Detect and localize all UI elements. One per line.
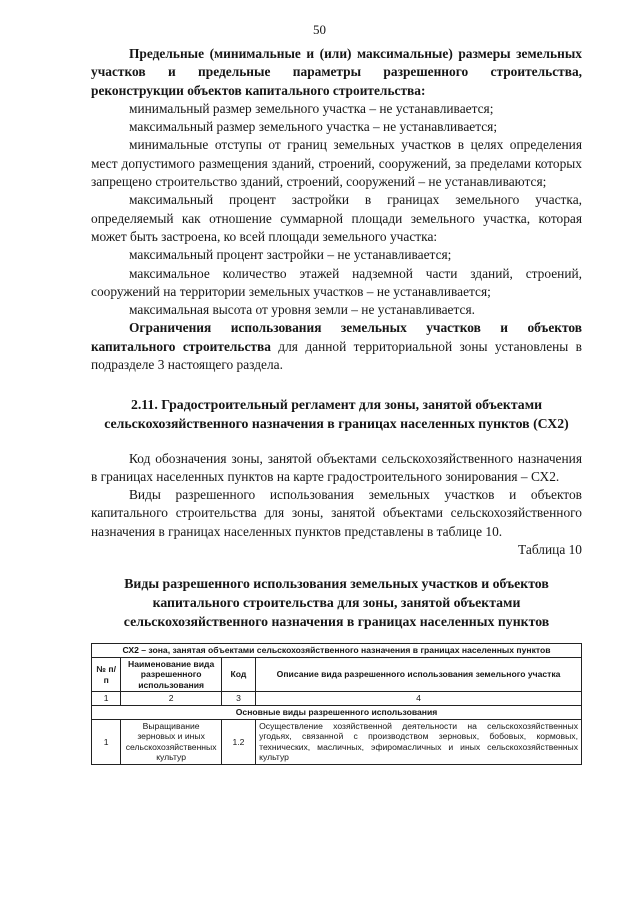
header-num: № п/п bbox=[92, 657, 121, 692]
header-name: Наименование вида разрешенного использования bbox=[121, 657, 221, 692]
section-title: 2.11. Градостроительный регламент для зоны, занятой объектами сельскохозяйственного назначения в границах населенных пунктов (СХ2) bbox=[104, 397, 569, 431]
limit-item: минимальный размер земельного участка – не устанавливается; bbox=[129, 100, 494, 116]
limits-heading: Предельные (минимальные и (или) максимальные) размеры земельных участков и предельные параметры разрешенного строительства, реконструкции объектов капитального строительства: bbox=[91, 46, 582, 98]
limit-item: максимальный процент застройки в границах земельного участка, определяемый как отношение суммарной площади земельного участка, которая может быть застроена, ко всей площади земельного участка: bbox=[91, 192, 582, 244]
table-row bbox=[92, 719, 582, 764]
restrictions-rest: для данной территориальной зоны установлены в подразделе 3 настоящего раздела. bbox=[91, 338, 582, 373]
limit-item: максимальный размер земельного участка – не устанавливается; bbox=[129, 119, 498, 135]
zone-row: СХ2 – зона, занятая объектами сельскохозяйственного назначения в границах населенных пунктов bbox=[92, 644, 582, 658]
restrictions-paragraph bbox=[91, 319, 582, 374]
row-code: 1.2 bbox=[221, 719, 255, 764]
row-desc: Осуществление хозяйственной деятельности на сельскохозяйственных угодьях, связанной с производством зерновых, бобовых, кормовых, технических, масличных, эфиромасличных и иных сельскохозяйственных культур bbox=[256, 719, 582, 764]
restrictions-bold: Ограничения использования земельных участков и объектов капитального строительства bbox=[91, 320, 582, 354]
column-number: 4 bbox=[256, 692, 582, 706]
table-reference: Таблица 10 bbox=[518, 542, 582, 558]
section-paragraph: Виды разрешенного использования земельных участков и объектов капитального строительства для зоны, занятой объектами сельскохозяйственного назначения в границах населенных пунктов представлены в таблице 10. bbox=[91, 487, 582, 539]
limit-item: максимальная высота от уровня земли – не устанавливается. bbox=[129, 302, 475, 318]
column-number: 1 bbox=[92, 692, 121, 706]
limit-item: максимальное количество этажей надземной части зданий, строений, сооружений на территории земельных участков – не устанавливается; bbox=[91, 265, 582, 299]
header-desc: Описание вида разрешенного использования земельного участка bbox=[256, 657, 582, 692]
row-name: Выращивание зерновых и иных сельскохозяйственных культур bbox=[121, 719, 221, 764]
limit-item: максимальный процент застройки – не устанавливается; bbox=[129, 247, 452, 263]
section-paragraph: Код обозначения зоны, занятой объектами сельскохозяйственного назначения в границах населенных пунктов на карте градостроительного зонирования – СХ2. bbox=[91, 450, 582, 484]
document-body bbox=[91, 45, 582, 765]
table-title: Виды разрешенного использования земельных участков и объектов капитального строительства для зоны, занятой объектами сельскохозяйственного назначения в границах населенных пунктов bbox=[123, 576, 550, 629]
regulation-table bbox=[91, 643, 582, 765]
group-main-row: Основные виды разрешенного использования bbox=[92, 706, 582, 720]
column-number: 3 bbox=[221, 692, 255, 706]
row-num: 1 bbox=[92, 719, 121, 764]
page-number: 50 bbox=[313, 22, 326, 37]
column-number: 2 bbox=[121, 692, 221, 706]
header-code: Код bbox=[221, 657, 255, 692]
limit-item: минимальные отступы от границ земельных участков в целях определения мест допустимого размещения зданий, строений, сооружений, за пределами которых запрещено строительство зданий, строений, сооружений – не устанавливаются; bbox=[91, 137, 582, 190]
